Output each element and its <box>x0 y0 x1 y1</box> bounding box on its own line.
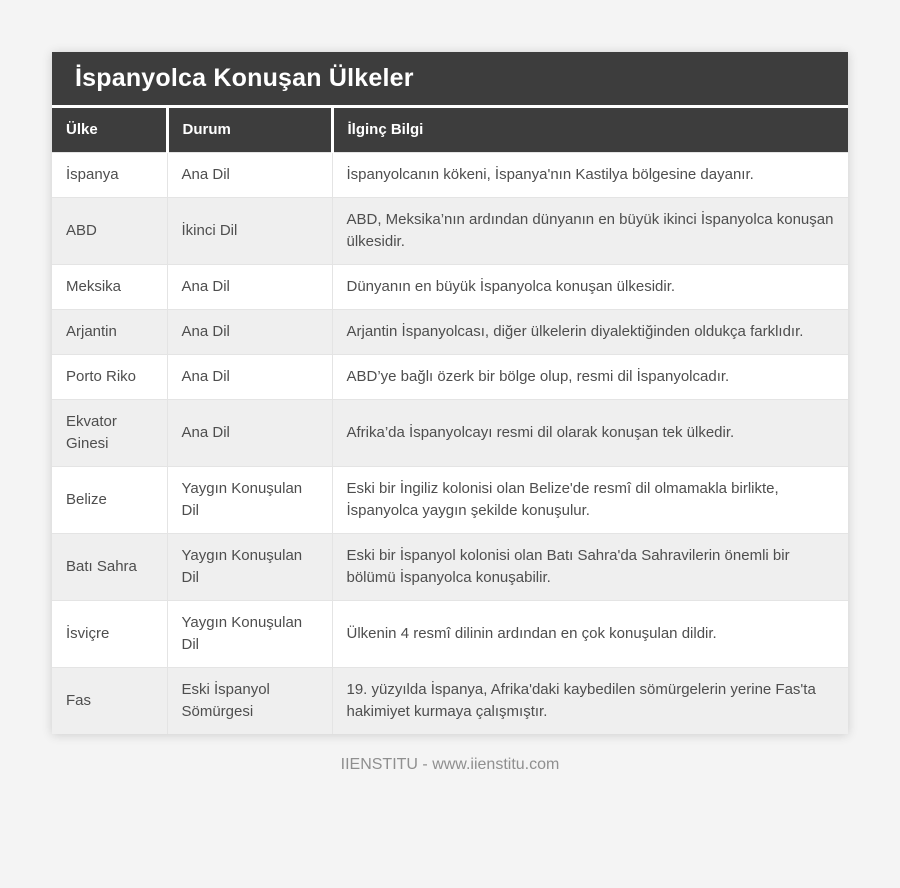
table-row <box>52 198 848 265</box>
status-cell: Yaygın Konuşulan Dil <box>167 467 332 534</box>
status-cell: Ana Dil <box>167 265 332 310</box>
country-cell: İspanya <box>52 153 167 198</box>
country-cell: Ekvator Ginesi <box>52 400 167 467</box>
content-card <box>52 52 848 734</box>
fact-cell: Eski bir İngiliz kolonisi olan Belize'de resmî dil olmamakla birlikte, İspanyolca yaygın şekilde konuşulur. <box>332 467 848 534</box>
status-cell: İkinci Dil <box>167 198 332 265</box>
country-cell: Belize <box>52 467 167 534</box>
country-cell: Fas <box>52 668 167 735</box>
countries-table <box>52 108 848 734</box>
fact-cell: 19. yüzyılda İspanya, Afrika'daki kaybedilen sömürgelerin yerine Fas'ta hakimiyet kurmaya çalışmıştır. <box>332 668 848 735</box>
country-cell: Porto Riko <box>52 355 167 400</box>
page-title: İspanyolca Konuşan Ülkeler <box>52 52 848 105</box>
status-cell: Ana Dil <box>167 310 332 355</box>
table-row <box>52 153 848 198</box>
fact-cell: Afrika’da İspanyolcayı resmi dil olarak konuşan tek ülkedir. <box>332 400 848 467</box>
table-body <box>52 153 848 735</box>
status-cell: Yaygın Konuşulan Dil <box>167 601 332 668</box>
footer-credit: IIENSTITU - www.iienstitu.com <box>340 756 560 773</box>
header-row <box>52 108 848 153</box>
page <box>0 52 900 888</box>
fact-cell: Arjantin İspanyolcası, diğer ülkelerin diyalektiğinden oldukça farklıdır. <box>332 310 848 355</box>
country-cell: Arjantin <box>52 310 167 355</box>
column-header-country: Ülke <box>52 108 167 153</box>
status-cell: Ana Dil <box>167 400 332 467</box>
table-row <box>52 310 848 355</box>
table-row <box>52 601 848 668</box>
table-row <box>52 467 848 534</box>
column-header-fact: İlginç Bilgi <box>332 108 848 153</box>
country-cell: Batı Sahra <box>52 534 167 601</box>
table-row <box>52 265 848 310</box>
fact-cell: ABD, Meksika’nın ardından dünyanın en büyük ikinci İspanyolca konuşan ülkesidir. <box>332 198 848 265</box>
table-header <box>52 108 848 153</box>
status-cell: Eski İspanyol Sömürgesi <box>167 668 332 735</box>
fact-cell: ABD’ye bağlı özerk bir bölge olup, resmi dil İspanyolcadır. <box>332 355 848 400</box>
country-cell: Meksika <box>52 265 167 310</box>
fact-cell: Eski bir İspanyol kolonisi olan Batı Sahra'da Sahravilerin önemli bir bölümü İspanyolca konuşabilir. <box>332 534 848 601</box>
fact-cell: İspanyolcanın kökeni, İspanya'nın Kastilya bölgesine dayanır. <box>332 153 848 198</box>
table-row <box>52 668 848 735</box>
table-row <box>52 534 848 601</box>
country-cell: ABD <box>52 198 167 265</box>
status-cell: Ana Dil <box>167 153 332 198</box>
table-row <box>52 400 848 467</box>
fact-cell: Dünyanın en büyük İspanyolca konuşan ülkesidir. <box>332 265 848 310</box>
country-cell: İsviçre <box>52 601 167 668</box>
fact-cell: Ülkenin 4 resmî dilinin ardından en çok konuşulan dildir. <box>332 601 848 668</box>
status-cell: Yaygın Konuşulan Dil <box>167 534 332 601</box>
column-header-status: Durum <box>167 108 332 153</box>
status-cell: Ana Dil <box>167 355 332 400</box>
table-row <box>52 355 848 400</box>
